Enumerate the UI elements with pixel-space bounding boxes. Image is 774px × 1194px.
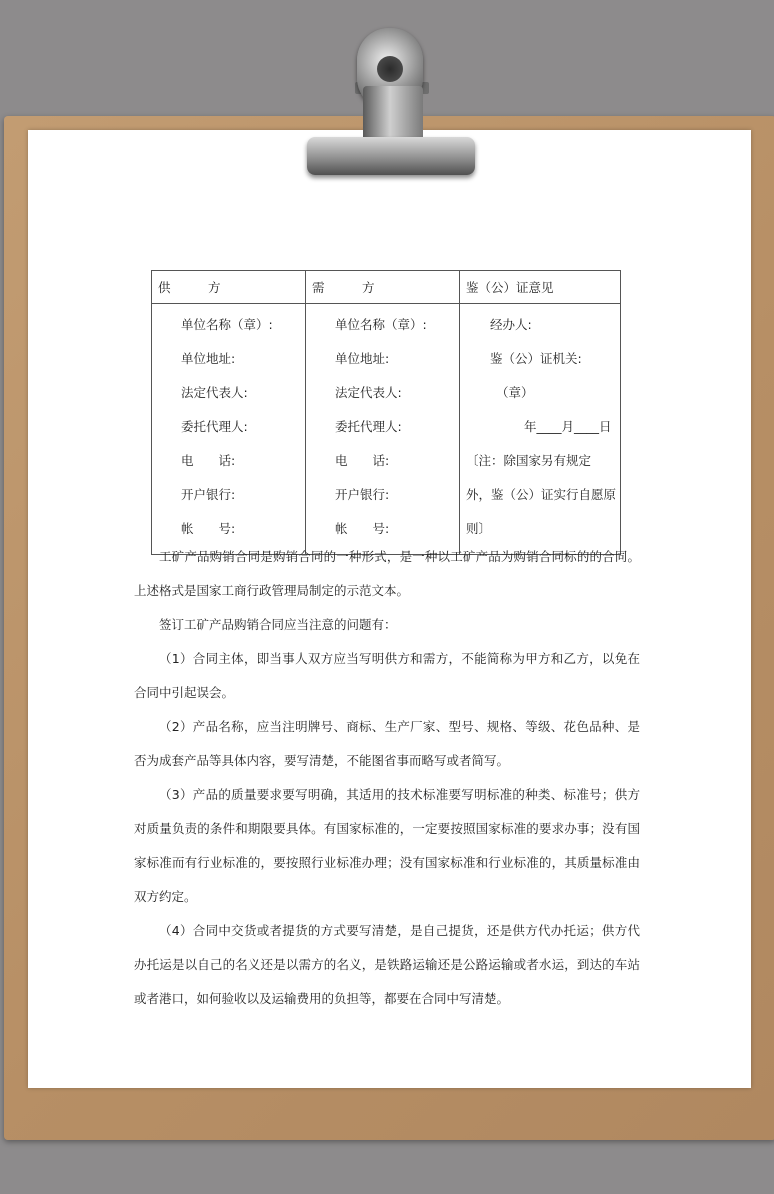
buyer-column (305, 304, 459, 555)
notary-note-line-3: 则〕 (465, 521, 491, 536)
contract-notes-body (134, 540, 640, 1016)
buyer-bank: 开户银行: (334, 487, 390, 502)
notary-date: 年____月____日 (523, 419, 612, 434)
buyer-agent: 委托代理人: (334, 419, 402, 434)
header-buyer: 需 方 (305, 271, 459, 304)
paragraph-point-1: （1）合同主体，即当事人双方应当写明供方和需方，不能简称为甲方和乙方，以免在合同中引起误会。 (134, 651, 640, 700)
buyer-phone: 电 话: (334, 453, 390, 468)
supplier-agent: 委托代理人: (181, 419, 248, 434)
contract-signature-table (151, 270, 621, 555)
notary-column (459, 304, 620, 555)
paragraph-intro: 工矿产品购销合同是购销合同的一种形式，是一种以工矿产品为购销合同标的的合同。上述格式是国家工商行政管理局制定的示范文本。 (134, 549, 640, 598)
buyer-address: 单位地址: (334, 351, 390, 366)
buyer-legal-rep: 法定代表人: (334, 385, 402, 400)
notary-seal: （章） (495, 385, 534, 400)
supplier-bank: 开户银行: (181, 487, 236, 502)
buyer-account: 帐 号: (334, 521, 390, 536)
supplier-unit-name: 单位名称（章）: (181, 317, 273, 332)
notary-authority: 鉴（公）证机关: (489, 351, 582, 366)
header-supplier: 供 方 (152, 271, 306, 304)
header-notary: 鉴（公）证意见 (459, 271, 620, 304)
paragraph-point-3: （3）产品的质量要求要写明确，其适用的技术标准要写明标准的种类、标准号；供方对质量负责的条件和期限要具体。有国家标准的，一定要按照国家标准的要求办事；没有国家标准而有行业标准的，要按照行业标准办理；没有国家标准和行业标准的，其质量标准由双方约定。 (134, 787, 640, 904)
supplier-phone: 电 话: (181, 453, 236, 468)
binder-clip-base (307, 137, 475, 175)
buyer-unit-name: 单位名称（章）: (334, 317, 427, 332)
notary-handler: 经办人: (489, 317, 532, 332)
supplier-column (152, 304, 306, 555)
paragraph-point-4: （4）合同中交货或者提货的方式要写清楚，是自己提货，还是供方代办托运；供方代办托运是以自己的名义还是以需方的名义，是铁路运输还是公路运输或者水运，到达的车站或者港口，如何验收以及运输费用的负担等，都要在合同中写清楚。 (134, 923, 640, 1006)
notary-note-line-1: 〔注：除国家另有规定 (465, 453, 591, 468)
paragraph-point-2: （2）产品名称，应当注明牌号、商标、生产厂家、型号、规格、等级、花色品种、是否为成套产品等具体内容，要写清楚，不能图省事而略写或者简写。 (134, 719, 640, 768)
binder-clip-plate (363, 86, 423, 144)
notary-note-line-2: 外，鉴（公）证实行自愿原 (465, 487, 616, 502)
paragraph-heading: 签订工矿产品购销合同应当注意的问题有： (159, 617, 397, 632)
supplier-legal-rep: 法定代表人: (181, 385, 248, 400)
supplier-account: 帐 号: (181, 521, 236, 536)
supplier-address: 单位地址: (181, 351, 236, 366)
binder-clip-hole (377, 56, 403, 82)
